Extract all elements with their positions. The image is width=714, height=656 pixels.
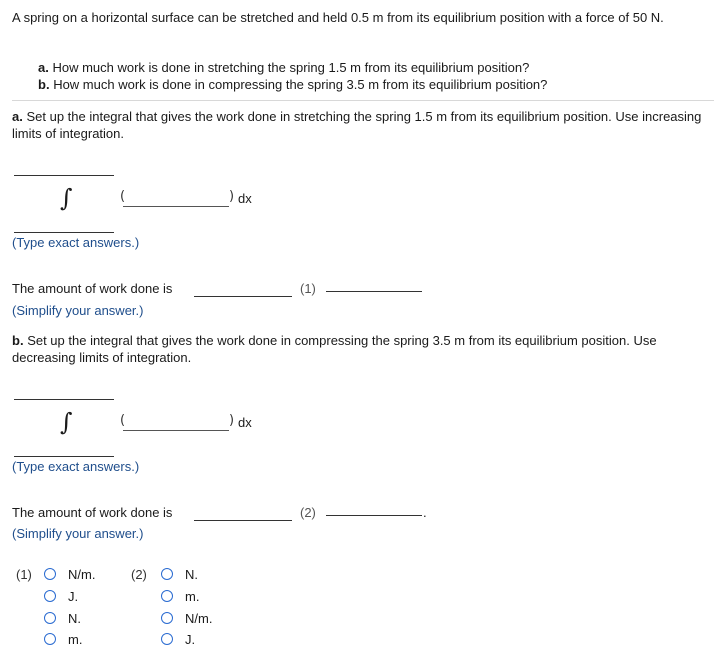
close-paren-a: ) [229,189,235,204]
integrand-input-a[interactable] [123,206,229,207]
question-b-text: How much work is done in compressing the spring 3.5 m from its equilibrium position? [53,77,548,92]
question-a [38,59,529,76]
dx-a: dx [238,191,252,206]
trailing-period: . [423,505,427,520]
choice-group-1-label: (1) [16,567,32,582]
unit-ref-1: (1) [300,281,316,296]
option-2-j[interactable]: J. [185,632,196,647]
radio-2-j[interactable] [161,633,173,645]
open-paren-a: ( [120,189,126,204]
unit-ref-2: (2) [300,505,316,520]
upper-limit-input-b[interactable] [14,399,114,400]
radio-2-n[interactable] [161,568,173,580]
work-label-a: The amount of work done is [12,281,173,296]
question-b [38,76,547,93]
lower-limit-input-a[interactable] [14,232,114,233]
work-answer-input-a[interactable] [194,296,292,297]
part-b-text: Set up the integral that gives the work done in compressing the spring 3.5 m from its equilibrium position. Use decreasing limits of integration. [12,333,657,365]
radio-2-m[interactable] [161,590,173,602]
unit-select-1[interactable] [326,291,422,292]
type-exact-hint-a: (Type exact answers.) [12,235,140,250]
part-a-text: Set up the integral that gives the work done in stretching the spring 1.5 m from its equilibrium position. Use increasing limits of integration. [12,109,702,141]
integral-sign-b: ∫ [60,408,73,436]
question-a-text: How much work is done in stretching the spring 1.5 m from its equilibrium position? [52,60,530,75]
option-1-nm[interactable]: N/m. [68,567,96,582]
integral-sign-a: ∫ [60,184,73,212]
radio-1-nm[interactable] [44,568,56,580]
radio-1-n[interactable] [44,612,56,624]
option-1-n[interactable]: N. [68,611,81,626]
option-2-n[interactable]: N. [185,567,198,582]
part-a-instruction [12,108,702,142]
choice-group-2-label: (2) [131,567,147,582]
question-b-label: b. [38,77,50,92]
option-1-m[interactable]: m. [68,632,83,647]
option-2-m[interactable]: m. [185,589,200,604]
type-exact-hint-b: (Type exact answers.) [12,459,140,474]
part-b-instruction [12,332,702,366]
option-2-nm[interactable]: N/m. [185,611,213,626]
problem-statement: A spring on a horizontal surface can be stretched and held 0.5 m from its equilibrium position with a force of 50 N. [12,10,664,25]
unit-select-2[interactable] [326,515,422,516]
open-paren-b: ( [120,413,126,428]
radio-1-j[interactable] [44,590,56,602]
question-a-label: a. [38,60,49,75]
close-paren-b: ) [229,413,235,428]
simplify-hint-b: (Simplify your answer.) [12,526,144,541]
option-1-j[interactable]: J. [68,589,79,604]
integrand-input-b[interactable] [123,430,229,431]
work-label-b: The amount of work done is [12,505,173,520]
radio-2-nm[interactable] [161,612,173,624]
simplify-hint-a: (Simplify your answer.) [12,303,144,318]
part-a-label: a. [12,109,23,124]
part-b-label: b. [12,333,24,348]
divider [12,100,714,101]
dx-b: dx [238,415,252,430]
work-answer-input-b[interactable] [194,520,292,521]
lower-limit-input-b[interactable] [14,456,114,457]
radio-1-m[interactable] [44,633,56,645]
upper-limit-input-a[interactable] [14,175,114,176]
